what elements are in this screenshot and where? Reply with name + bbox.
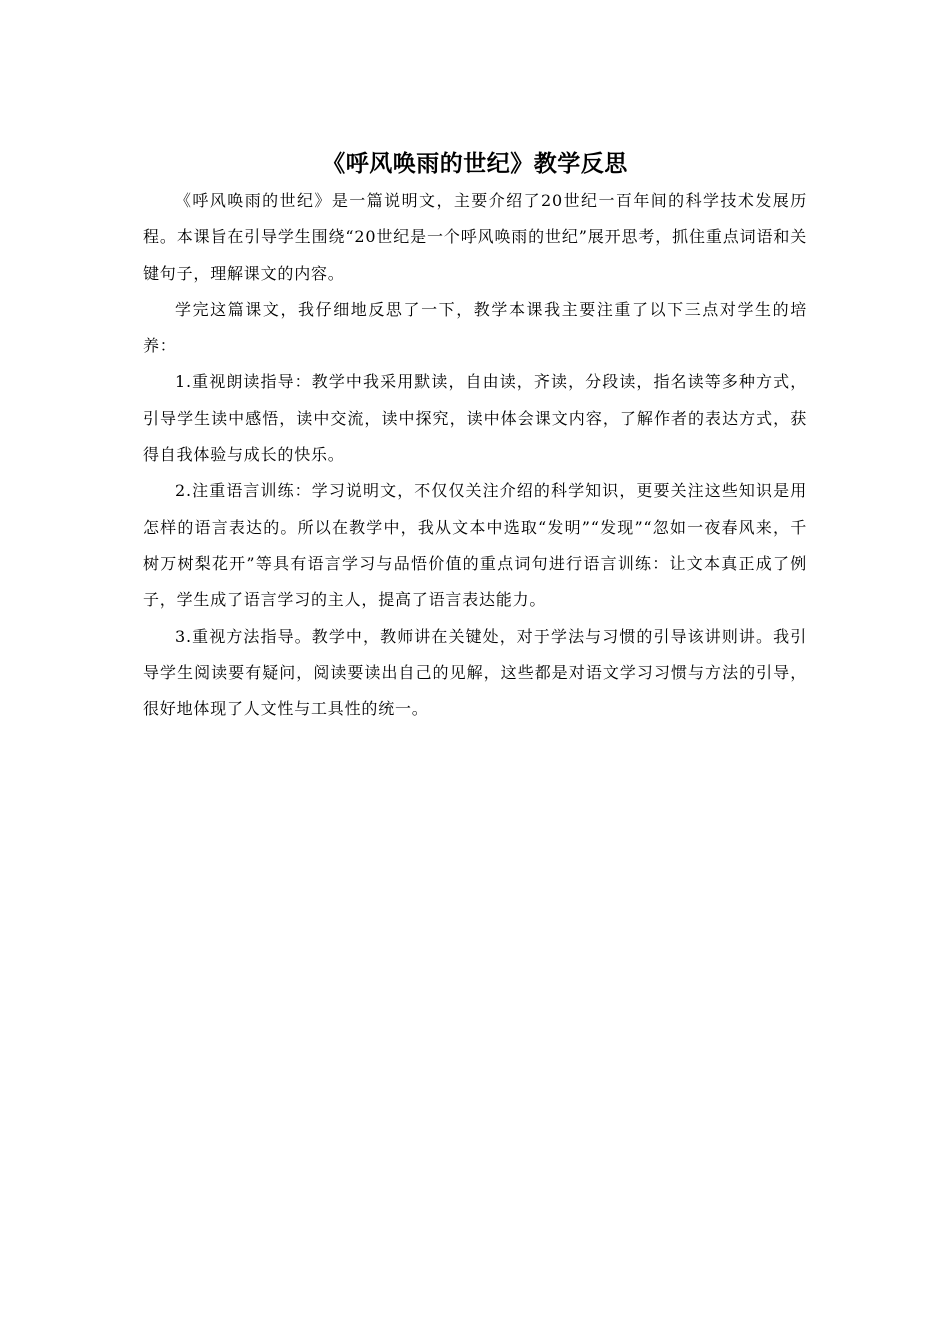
paragraph-point-1: 1.重视朗读指导：教学中我采用默读，自由读，齐读，分段读，指名读等多种方式，引导学生读中感悟，读中交流，读中探究，读中体会课文内容，了解作者的表达方式，获得自我体验与成长的快乐。 [143, 372, 807, 465]
paragraph-point-3: 3.重视方法指导。教学中，教师讲在关键处，对于学法与习惯的引导该讲则讲。我引导学生阅读要有疑问，阅读要读出自己的见解，这些都是对语文学习习惯与方法的引导，很好地体现了人文性与工具性的统一。 [143, 626, 807, 719]
document-body [143, 183, 807, 727]
paragraph-reflection: 学完这篇课文，我仔细地反思了一下，教学本课我主要注重了以下三点对学生的培养： [143, 299, 807, 356]
paragraph-intro: 《呼风唤雨的世纪》是一篇说明文，主要介绍了20世纪一百年间的科学技术发展历程。本课旨在引导学生围绕“20世纪是一个呼风唤雨的世纪”展开思考，抓住重点词语和关键句子，理解课文的内容。 [143, 191, 807, 283]
paragraph-point-2: 2.注重语言训练：学习说明文，不仅仅关注介绍的科学知识，更要关注这些知识是用怎样的语言表达的。所以在教学中，我从文本中选取“发明”“发现”“忽如一夜春风来，千树万树梨花开”等具有语言学习与品悟价值的重点词句进行语言训练：让文本真正成了例子，学生成了语言学习的主人，提高了语言表达能力。 [143, 481, 807, 610]
document-title: 《呼风唤雨的世纪》教学反思 [322, 151, 628, 178]
